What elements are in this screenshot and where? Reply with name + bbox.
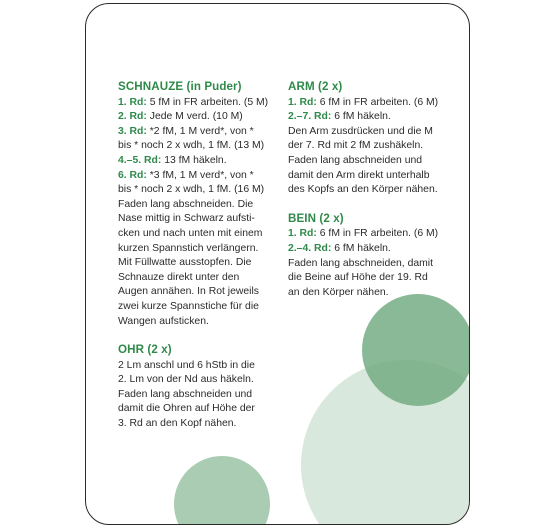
instruction-line	[118, 271, 276, 286]
instruction-line	[118, 139, 276, 154]
instruction-text: 5 fM in FR arbeiten. (5 M)	[146, 96, 269, 108]
instruction-line	[118, 96, 276, 111]
instruction-line	[118, 285, 276, 300]
instruction-text: 2 Lm anschl und 6 hStb in die	[118, 359, 255, 371]
instruction-line	[288, 110, 446, 125]
instruction-text: zwei kurze Spannstiche für die	[118, 300, 259, 312]
round-label: 2.–7. Rd:	[288, 111, 332, 123]
round-label: 2. Rd:	[118, 111, 147, 123]
instruction-line	[118, 212, 276, 227]
instruction-line	[288, 271, 446, 286]
round-label: 6. Rd:	[118, 169, 147, 181]
instruction-line	[118, 359, 276, 374]
section-ohr	[118, 343, 276, 432]
instruction-text: Nase mittig in Schwarz aufsti-	[118, 213, 255, 225]
instruction-text: Faden lang abschneiden und	[118, 388, 253, 400]
section-schnauze	[118, 80, 276, 329]
instruction-text: Mit Füllwatte ausstopfen. Die	[118, 257, 252, 269]
instruction-text: Faden lang abschneiden, damit	[288, 257, 433, 269]
instruction-text: damit die Ohren auf Höhe der	[118, 403, 255, 415]
instruction-text: Faden lang abschneiden und	[288, 154, 423, 166]
instruction-line	[118, 373, 276, 388]
instruction-line	[118, 417, 276, 432]
instruction-line	[118, 125, 276, 140]
instruction-line	[288, 242, 446, 257]
instruction-text: *2 fM, 1 M verd*, von *	[146, 125, 254, 137]
instruction-text: an den Körper nähen.	[288, 286, 389, 298]
instruction-text: 6 fM häkeln.	[331, 242, 391, 254]
round-label: 4.–5. Rd:	[118, 154, 162, 166]
round-label: 1. Rd:	[288, 96, 317, 108]
instruction-text: kurzen Spannstich verlängern.	[118, 242, 259, 254]
section-heading: OHR (2 x)	[118, 343, 172, 357]
instruction-text: die Beine auf Höhe der 19. Rd	[288, 272, 428, 284]
instruction-line	[118, 388, 276, 403]
instruction-text: Jede M verd. (10 M)	[146, 111, 243, 123]
instruction-text: 6 fM in FR arbeiten. (6 M)	[316, 228, 439, 240]
instruction-line	[288, 139, 446, 154]
instruction-text: Den Arm zusdrücken und die M	[288, 125, 433, 137]
round-label: 2.–4. Rd:	[288, 242, 332, 254]
instruction-text: bis * noch 2 x wdh, 1 fM. (13 M)	[118, 140, 265, 152]
instruction-text: Schnauze direkt unter den	[118, 271, 240, 283]
instruction-text: 13 fM häkeln.	[161, 154, 227, 166]
instruction-text: bis * noch 2 x wdh, 1 fM. (16 M)	[118, 184, 265, 196]
instruction-line	[118, 169, 276, 184]
section-heading: SCHNAUZE (in Puder)	[118, 80, 242, 93]
instruction-text: Faden lang abschneiden. Die	[118, 198, 254, 210]
instruction-line	[288, 96, 446, 111]
left-column	[118, 80, 276, 446]
instruction-line	[118, 402, 276, 417]
instruction-text: cken und nach unten mit einem	[118, 227, 263, 239]
instruction-line	[288, 154, 446, 169]
instruction-text: Augen annähen. In Rot jeweils	[118, 286, 259, 298]
instruction-line	[118, 198, 276, 213]
section-heading: BEIN (2 x)	[288, 211, 344, 225]
instruction-text: des Kopfs an den Körper nähen.	[288, 184, 438, 196]
decorative-circle-bottom-left	[174, 456, 270, 525]
instruction-line	[118, 242, 276, 257]
instruction-line	[118, 300, 276, 315]
instruction-text: 6 fM in FR arbeiten. (6 M)	[316, 96, 439, 108]
instruction-line	[288, 286, 446, 301]
instruction-line	[288, 169, 446, 184]
instruction-line	[118, 256, 276, 271]
pattern-card	[85, 3, 470, 525]
instruction-line	[288, 227, 446, 242]
right-column	[288, 80, 446, 314]
instruction-text: Wangen aufsticken.	[118, 315, 209, 327]
section-heading: ARM (2 x)	[288, 80, 343, 93]
instruction-line	[118, 110, 276, 125]
instruction-line	[118, 227, 276, 242]
instruction-text: damit den Arm direkt unterhalb	[288, 169, 430, 181]
round-label: 1. Rd:	[118, 96, 147, 108]
instruction-line	[118, 183, 276, 198]
instruction-line	[118, 154, 276, 169]
section-arm	[288, 80, 446, 198]
round-label: 3. Rd:	[118, 125, 147, 137]
instruction-line	[118, 315, 276, 330]
section-bein	[288, 212, 446, 301]
instruction-text: 3. Rd an den Kopf nähen.	[118, 418, 237, 430]
instruction-line	[288, 183, 446, 198]
instruction-text: 6 fM häkeln.	[331, 111, 391, 123]
instruction-line	[288, 125, 446, 140]
round-label: 1. Rd:	[288, 228, 317, 240]
instruction-text: 2. Lm von der Nd aus häkeln.	[118, 374, 254, 386]
instruction-text: *3 fM, 1 M verd*, von *	[146, 169, 254, 181]
instruction-line	[288, 257, 446, 272]
instruction-text: der 7. Rd mit 2 fM zushäkeln.	[288, 140, 424, 152]
